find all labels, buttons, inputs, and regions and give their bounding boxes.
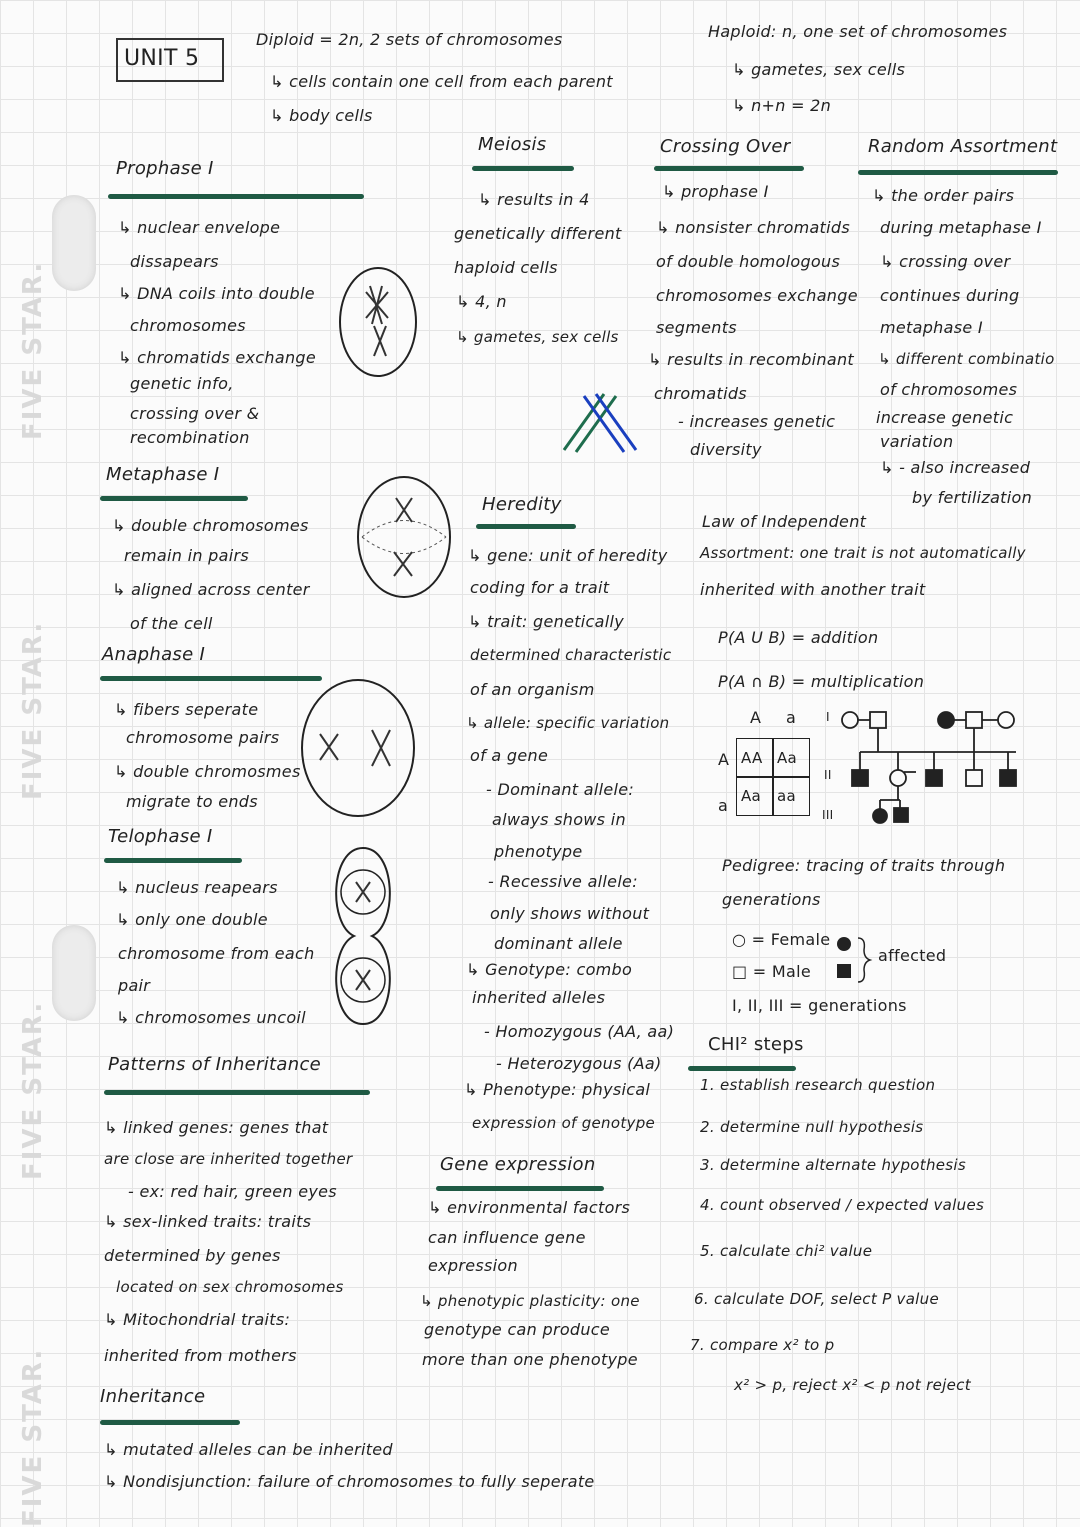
chi-step: 2. determine null hypothesis: [700, 1118, 924, 1136]
diploid-line: ↳ body cells: [270, 106, 373, 125]
note-line: - ex: red hair, green eyes: [128, 1182, 337, 1201]
note-line: ↳ only one double: [116, 910, 268, 929]
title-underline: [100, 676, 322, 681]
note-line: ↳ phenotypic plasticity: one: [420, 1292, 640, 1310]
note-line: chromosome pairs: [126, 728, 280, 747]
binder-hole: [52, 925, 96, 1021]
note-line: by fertilization: [912, 488, 1033, 507]
note-line: coding for a trait: [470, 578, 610, 597]
section-title: Inheritance: [100, 1386, 206, 1407]
title-underline: [654, 166, 804, 171]
watermark: FIVE STAR.: [18, 260, 48, 440]
note-line: inherited alleles: [472, 988, 606, 1007]
chi-step: 3. determine alternate hypothesis: [700, 1156, 966, 1174]
note-line: of a gene: [470, 746, 549, 765]
metaphase-cell-diagram: [356, 474, 452, 600]
note-line: ↳ results in 4: [478, 190, 590, 209]
note-line: □ = Male: [732, 962, 811, 981]
note-line: ↳ gene: unit of heredity: [468, 546, 668, 565]
note-line: genetically different: [454, 224, 622, 243]
note-line: continues during: [880, 286, 1020, 305]
title-underline: [858, 170, 1058, 175]
watermark: FIVE STAR.: [18, 1000, 48, 1180]
note-line: during metaphase I: [880, 218, 1042, 237]
title-underline: [104, 1090, 370, 1095]
note-line: I, II, III = generations: [732, 996, 907, 1015]
note-line: ↳ linked genes: genes that: [104, 1118, 329, 1137]
section-title: Anaphase I: [102, 644, 206, 665]
note-line: migrate to ends: [126, 792, 258, 811]
watermark: FIVE STAR.: [18, 1347, 48, 1527]
chi-step: 6. calculate DOF, select P value: [694, 1290, 939, 1308]
note-line: of chromosomes: [880, 380, 1018, 399]
prophase-cell-diagram: [338, 266, 418, 378]
note-line: ↳ chromatids exchange: [118, 348, 316, 367]
note-line: haploid cells: [454, 258, 558, 277]
note-line: inherited with another trait: [700, 580, 926, 599]
note-line: Assortment: one trait is not automatically: [700, 544, 1026, 562]
punnett-top-label: a: [786, 708, 797, 727]
title-underline: [100, 1420, 240, 1425]
punnett-top-label: A: [750, 708, 762, 727]
note-line: generations: [722, 890, 821, 909]
title-underline: [108, 194, 364, 199]
title-underline: [688, 1066, 796, 1071]
affected-symbols-icon: [834, 934, 874, 986]
unit-title: UNIT 5: [124, 46, 200, 71]
note-line: ↳ crossing over: [880, 252, 1011, 271]
section-title: Heredity: [482, 494, 562, 515]
note-line: inherited from mothers: [104, 1346, 297, 1365]
note-line: P(A U B) = addition: [718, 628, 879, 647]
chi-step: x² > p, reject x² < p not reject: [734, 1376, 971, 1394]
section-title: Meiosis: [478, 134, 547, 155]
independent-title: Law of Independent: [702, 512, 867, 531]
note-line: ○ = Female: [732, 930, 831, 949]
note-line: dominant allele: [494, 934, 623, 953]
note-line: ↳ the order pairs: [872, 186, 1015, 205]
note-line: expression: [428, 1256, 518, 1275]
note-line: chromosomes: [130, 316, 246, 335]
note-line: - Recessive allele:: [488, 872, 638, 891]
note-line: ↳ Phenotype: physical: [464, 1080, 651, 1099]
note-line: ↳ results in recombinant: [648, 350, 854, 369]
anaphase-cell-diagram: [300, 678, 416, 818]
note-line: can influence gene: [428, 1228, 586, 1247]
section-title: Gene expression: [440, 1154, 596, 1175]
note-line: dissapears: [130, 252, 219, 271]
note-line: ↳ chromosomes uncoil: [116, 1008, 306, 1027]
note-line: increase genetic: [876, 408, 1014, 427]
note-line: ↳ 4, n: [456, 292, 507, 311]
note-line: ↳ fibers seperate: [114, 700, 259, 719]
note-line: are close are inherited together: [104, 1150, 353, 1168]
note-line: Pedigree: tracing of traits through: [722, 856, 1006, 875]
note-line: - Homozygous (AA, aa): [484, 1022, 675, 1041]
punnett-cell: Aa: [777, 749, 798, 767]
note-line: ↳ DNA coils into double: [118, 284, 315, 303]
note-line: diversity: [690, 440, 762, 459]
note-line: variation: [880, 432, 954, 451]
pedigree-gen-label: I: [826, 710, 830, 724]
punnett-square: [736, 738, 810, 816]
section-title: Prophase I: [116, 158, 214, 179]
note-line: ↳ different combinatio: [878, 350, 1055, 368]
haploid-line: ↳ gametes, sex cells: [732, 60, 906, 79]
note-line: ↳ nucleus reapears: [116, 878, 278, 897]
note-line: chromosome from each: [118, 944, 315, 963]
section-title: Random Assortment: [868, 136, 1058, 157]
note-line: chromatids: [654, 384, 747, 403]
note-line: remain in pairs: [124, 546, 249, 565]
note-line: of an organism: [470, 680, 595, 699]
note-line: recombination: [130, 428, 250, 447]
punnett-cell: Aa: [741, 787, 762, 805]
section-title: Metaphase I: [106, 464, 220, 485]
note-line: ↳ - also increased: [880, 458, 1031, 477]
punnett-side-label: a: [718, 796, 729, 815]
note-line: ↳ gametes, sex cells: [456, 328, 619, 346]
note-line: determined characteristic: [470, 646, 672, 664]
note-line: P(A ∩ B) = multiplication: [718, 672, 925, 691]
note-line: determined by genes: [104, 1246, 281, 1265]
note-line: metaphase I: [880, 318, 983, 337]
note-line: - Heterozygous (Aa): [496, 1054, 662, 1073]
note-line: genotype can produce: [424, 1320, 611, 1339]
haploid-line: Haploid: n, one set of chromosomes: [708, 22, 1008, 41]
title-underline: [436, 1186, 604, 1191]
affected-label: affected: [878, 946, 947, 965]
note-line: ↳ prophase I: [662, 182, 769, 201]
note-line: more than one phenotype: [422, 1350, 638, 1369]
note-line: - Dominant allele:: [486, 780, 635, 799]
punnett-side-label: A: [718, 750, 730, 769]
note-line: crossing over &: [130, 404, 260, 423]
binder-hole: [52, 195, 96, 291]
title-underline: [476, 524, 576, 529]
crossing-over-diagram: [560, 392, 642, 454]
note-line: ↳ double chromosomes: [112, 516, 309, 535]
chi-step: 5. calculate chi² value: [700, 1242, 873, 1260]
note-line: of the cell: [130, 614, 213, 633]
note-line: ↳ mutated alleles can be inherited: [104, 1440, 393, 1459]
note-line: ↳ trait: genetically: [468, 612, 625, 631]
note-line: expression of genotype: [472, 1114, 656, 1132]
note-line: ↳ Genotype: combo: [466, 960, 633, 979]
note-line: genetic info,: [130, 374, 234, 393]
note-line: pair: [118, 976, 151, 995]
watermark: FIVE STAR.: [18, 620, 48, 800]
chi-step: 7. compare x² to p: [690, 1336, 835, 1354]
note-line: ↳ aligned across center: [112, 580, 310, 599]
title-underline: [100, 496, 248, 501]
note-line: only shows without: [490, 904, 650, 923]
note-line: ↳ nuclear envelope: [118, 218, 281, 237]
section-title: Telophase I: [108, 826, 213, 847]
note-line: located on sex chromosomes: [116, 1278, 344, 1296]
note-line: ↳ double chromosmes: [114, 762, 301, 781]
diploid-line: Diploid = 2n, 2 sets of chromosomes: [256, 30, 563, 49]
chi-step: 4. count observed / expected values: [700, 1196, 985, 1214]
punnett-cell: aa: [777, 787, 796, 805]
telophase-cell-diagram: [326, 846, 400, 1026]
diploid-line: ↳ cells contain one cell from each parent: [270, 72, 613, 91]
title-underline: [472, 166, 574, 171]
note-line: phenotype: [494, 842, 583, 861]
section-title: Crossing Over: [660, 136, 791, 157]
punnett-cell: AA: [741, 749, 763, 767]
note-line: chromosomes exchange: [656, 286, 858, 305]
note-line: ↳ Nondisjunction: failure of chromosomes to fully seperate: [104, 1472, 595, 1491]
pedigree-chart: [840, 702, 1040, 832]
note-line: always shows in: [492, 810, 626, 829]
title-underline: [104, 858, 242, 863]
section-title: CHI² steps: [708, 1034, 804, 1055]
pedigree-gen-label: III: [822, 808, 834, 822]
note-line: ↳ sex-linked traits: traits: [104, 1212, 312, 1231]
haploid-line: ↳ n+n = 2n: [732, 96, 832, 115]
note-line: ↳ allele: specific variation: [466, 714, 670, 732]
chi-step: 1. establish research question: [700, 1076, 936, 1094]
note-line: of double homologous: [656, 252, 841, 271]
note-line: ↳ nonsister chromatids: [656, 218, 850, 237]
note-line: segments: [656, 318, 737, 337]
note-line: ↳ environmental factors: [428, 1198, 631, 1217]
note-line: ↳ Mitochondrial traits:: [104, 1310, 291, 1329]
section-title: Patterns of Inheritance: [108, 1054, 322, 1075]
note-line: - increases genetic: [678, 412, 836, 431]
pedigree-gen-label: II: [824, 768, 832, 782]
